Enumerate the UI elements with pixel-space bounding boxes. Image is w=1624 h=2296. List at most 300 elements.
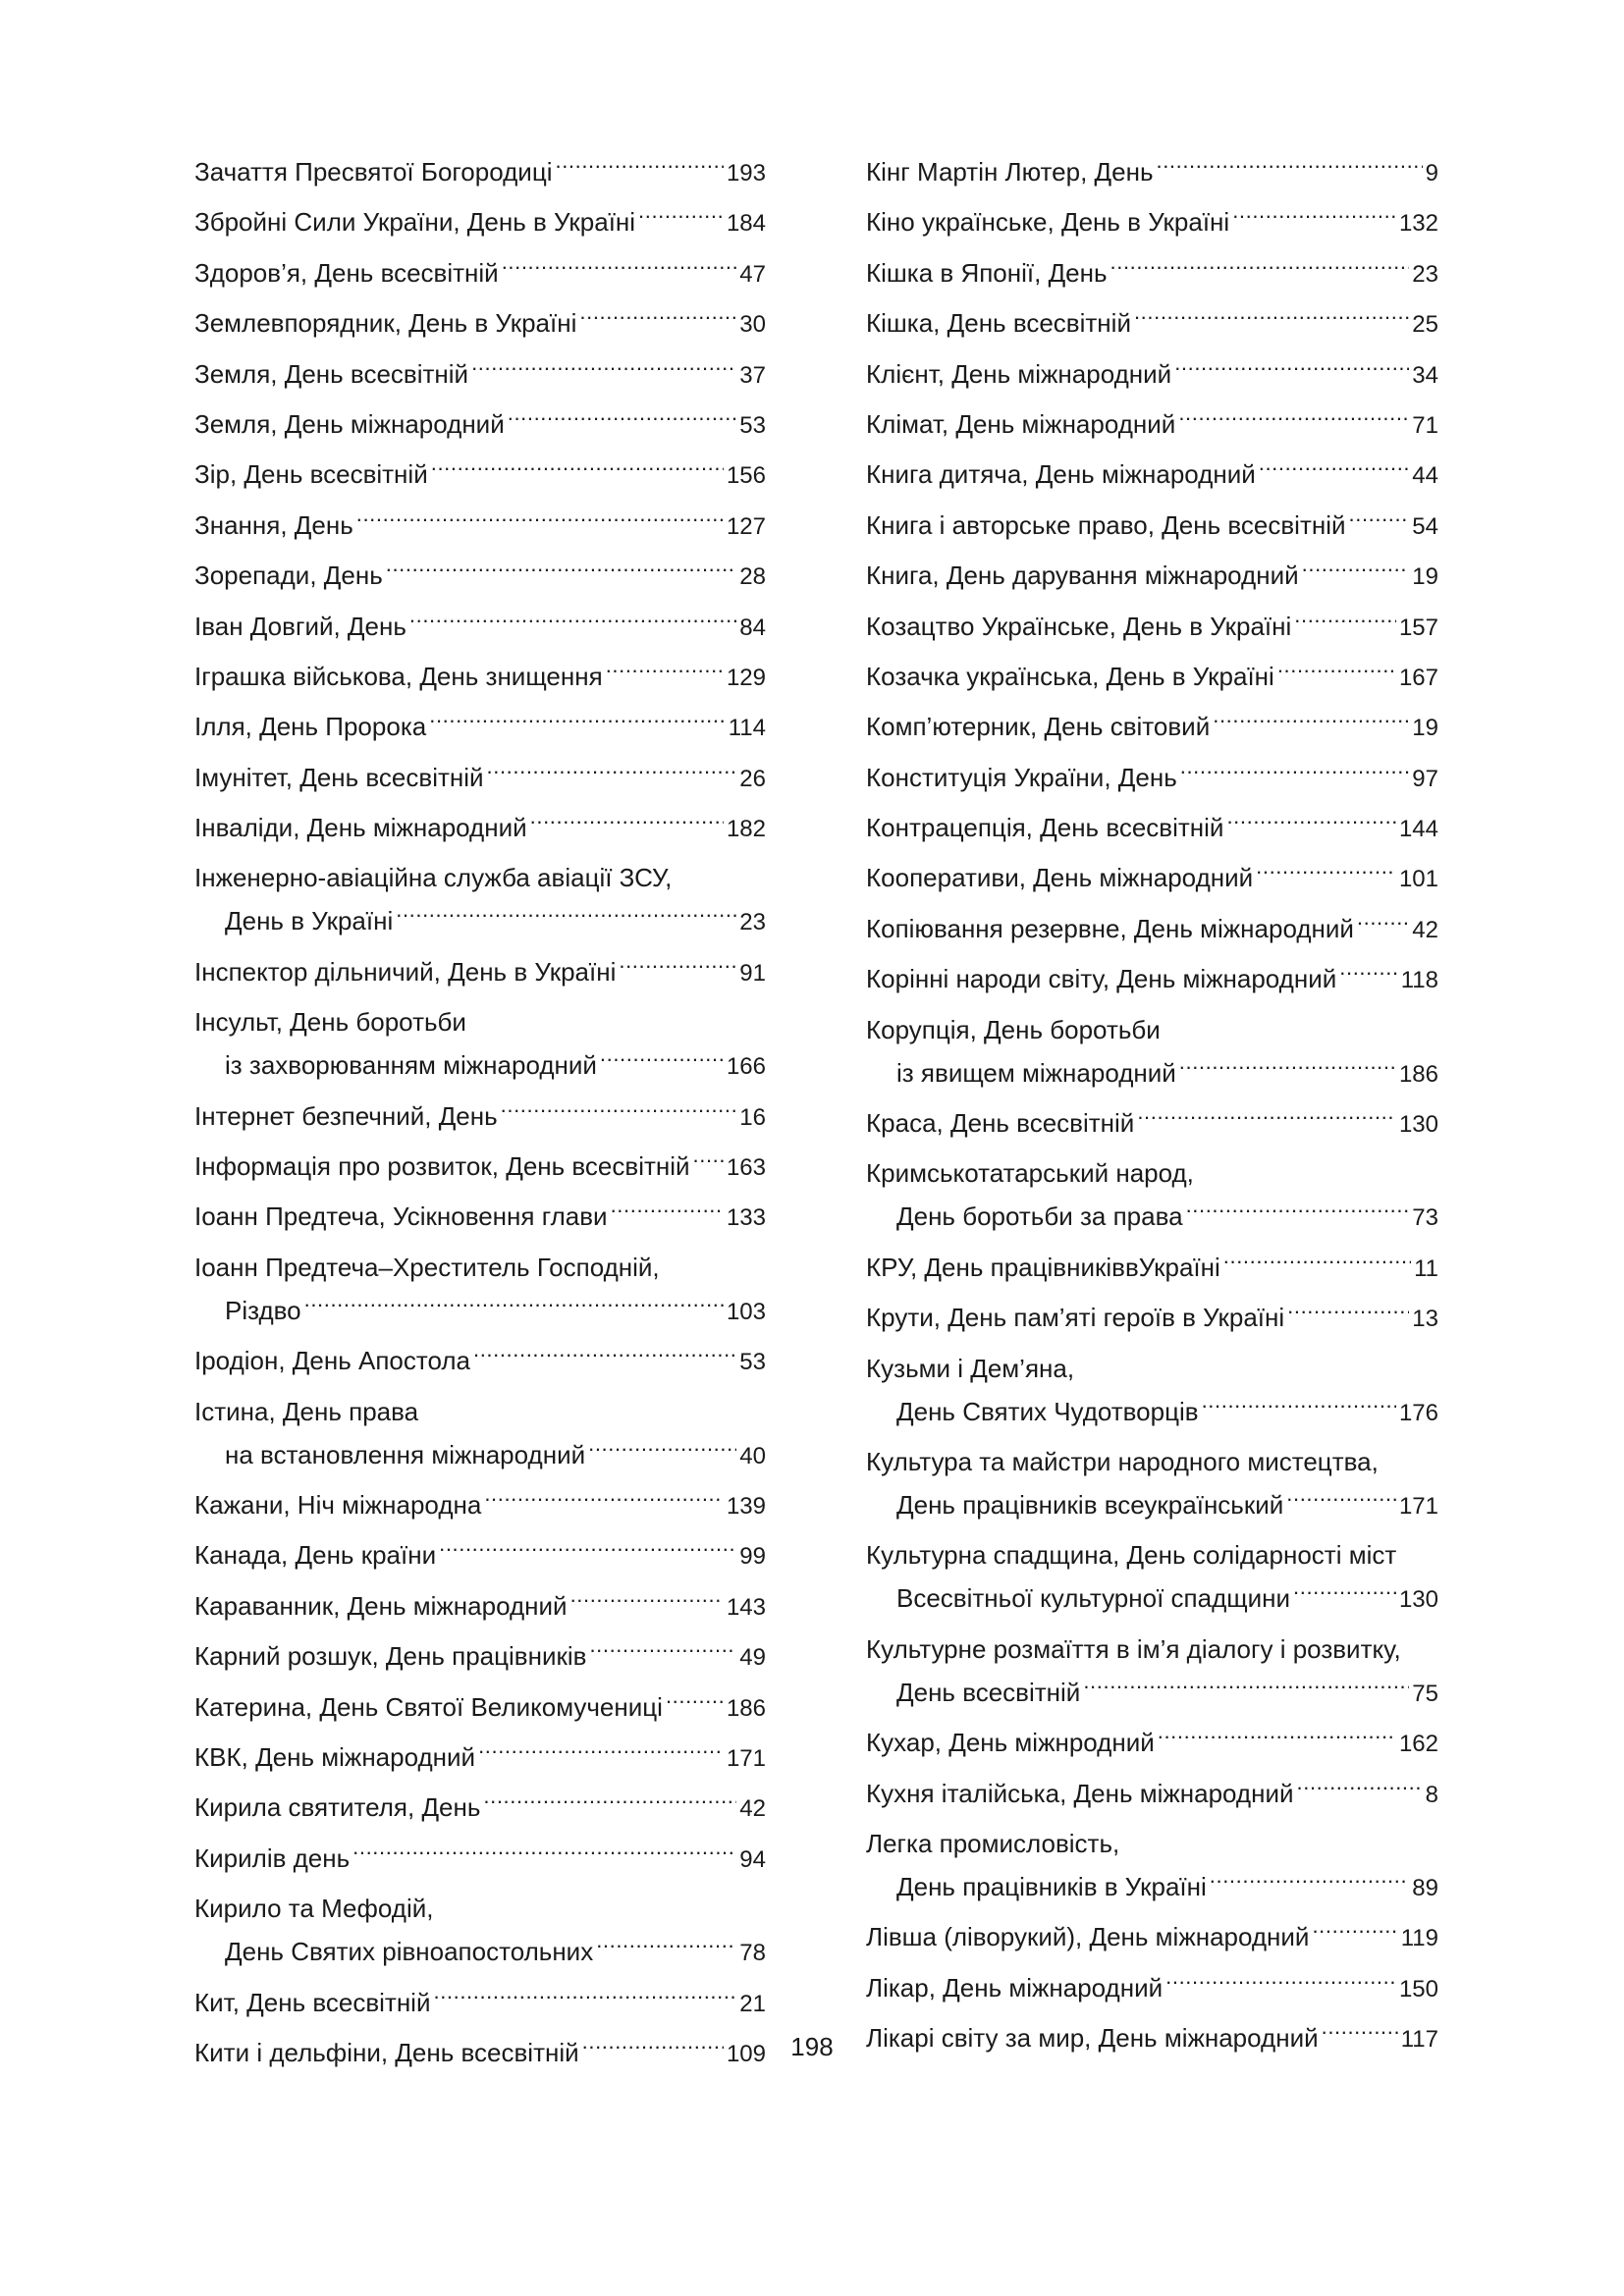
index-entry-page: 26 bbox=[739, 765, 766, 792]
index-entry bbox=[866, 1772, 1438, 1817]
index-entry-line bbox=[866, 1483, 1438, 1528]
dot-leader bbox=[1137, 1106, 1396, 1132]
index-entry-page: 184 bbox=[726, 210, 766, 238]
index-entry-line bbox=[194, 1095, 766, 1140]
dot-leader bbox=[555, 155, 723, 181]
dot-leader bbox=[429, 710, 726, 735]
dot-leader bbox=[1256, 861, 1396, 886]
index-entry-page: 171 bbox=[1398, 1492, 1438, 1520]
index-entry-heading: Культурна спадщина, День солідарності міст bbox=[866, 1540, 1397, 1571]
index-entry bbox=[866, 1966, 1438, 2011]
index-entry-page: 54 bbox=[1412, 512, 1438, 540]
dot-leader bbox=[1157, 155, 1423, 181]
dot-leader bbox=[396, 904, 736, 930]
index-entry-term: Комп’ютерник, День світовий bbox=[866, 712, 1211, 742]
index-entry-page: 101 bbox=[1398, 866, 1438, 893]
index-entry-page: 40 bbox=[739, 1442, 766, 1469]
dot-leader bbox=[666, 1690, 724, 1716]
index-entry bbox=[194, 1887, 766, 1975]
index-entry-line bbox=[866, 1246, 1438, 1291]
dot-leader bbox=[1158, 1726, 1396, 1751]
dot-leader bbox=[433, 1986, 736, 2011]
index-entry-line bbox=[866, 251, 1438, 296]
index-entry bbox=[866, 554, 1438, 599]
index-entry-term: Клімат, День міжнародний bbox=[866, 408, 1176, 439]
dot-leader bbox=[484, 1488, 724, 1514]
index-entry-page: 16 bbox=[739, 1103, 766, 1131]
index-entry-page: 25 bbox=[1412, 311, 1438, 339]
index-entry-line bbox=[194, 150, 766, 195]
index-entry-page: 37 bbox=[739, 361, 766, 389]
index-entry-term: Інваліди, День міжнародний bbox=[194, 813, 527, 843]
index-entry bbox=[194, 1145, 766, 1190]
index-entry-line bbox=[866, 1101, 1438, 1147]
index-entry-line bbox=[866, 957, 1438, 1002]
index-entry bbox=[194, 1685, 766, 1731]
dot-leader bbox=[600, 1048, 724, 1074]
index-entry-term: Кухар, День міжнродний bbox=[866, 1728, 1155, 1758]
index-entry-page: 94 bbox=[739, 1845, 766, 1873]
index-entry bbox=[866, 1822, 1438, 1910]
index-entry-page: 97 bbox=[1412, 765, 1438, 792]
index-entry bbox=[194, 1195, 766, 1240]
index-entry-term: Різдво bbox=[225, 1295, 301, 1325]
index-entry-heading: Кузьми і Дем’яна, bbox=[866, 1353, 1075, 1383]
index-entry bbox=[194, 1735, 766, 1781]
index-entry-page: 157 bbox=[1398, 614, 1438, 641]
index-entry-term: із явищем міжнародний bbox=[896, 1057, 1176, 1088]
index-entry-line bbox=[194, 950, 766, 995]
index-entry-term: День працівників в Україні bbox=[896, 1871, 1207, 1901]
index-entry-line bbox=[866, 301, 1438, 347]
index-entry bbox=[866, 605, 1438, 650]
index-entry bbox=[194, 251, 766, 296]
index-entry bbox=[194, 1000, 766, 1089]
index-entry-term: Крути, День пам’яті героїв в Україні bbox=[866, 1303, 1285, 1333]
index-entry-line bbox=[194, 1735, 766, 1781]
index-entry-line bbox=[194, 899, 766, 944]
index-entry-term: Карний розшук, День працівників bbox=[194, 1641, 587, 1672]
index-entry-heading: Інсульт, День боротьби bbox=[194, 1007, 466, 1038]
index-entry-line bbox=[194, 251, 766, 296]
index-entry-page: 133 bbox=[726, 1204, 766, 1232]
index-entry-page: 89 bbox=[1412, 1874, 1438, 1901]
index-entry-line bbox=[194, 1533, 766, 1578]
index-entry-line bbox=[866, 655, 1438, 700]
index-entry-line bbox=[866, 554, 1438, 599]
index-entry bbox=[194, 1786, 766, 1831]
index-entry-heading: Кримськотатарський народ, bbox=[866, 1158, 1194, 1189]
index-entry-line bbox=[866, 1195, 1438, 1240]
index-entry-line bbox=[866, 605, 1438, 650]
index-entry-page: 73 bbox=[1412, 1204, 1438, 1232]
index-entry bbox=[194, 150, 766, 195]
index-entry-term: Інспектор дільничий, День в Україні bbox=[194, 956, 617, 987]
dot-leader bbox=[439, 1538, 736, 1564]
index-entry-page: 42 bbox=[739, 1795, 766, 1823]
index-entry bbox=[866, 1915, 1438, 1960]
index-entry-page: 23 bbox=[739, 909, 766, 936]
index-entry bbox=[866, 1628, 1438, 1716]
index-entry-page: 103 bbox=[726, 1298, 766, 1325]
index-entry-term: Канада, День країни bbox=[194, 1540, 437, 1571]
index-entry-page: 186 bbox=[1398, 1060, 1438, 1088]
index-entry-line bbox=[866, 806, 1438, 851]
index-entry-term: Книга, День дарування міжнародний bbox=[866, 561, 1299, 591]
index-entry-term: Кіно українське, День в Україні bbox=[866, 207, 1230, 238]
index-entry-term: Зір, День всесвітній bbox=[194, 459, 428, 490]
index-entry-term: Лівша (ліворукий), День міжнародний bbox=[866, 1922, 1310, 1952]
index-entry-line bbox=[866, 402, 1438, 448]
index-entry-line bbox=[194, 352, 766, 398]
index-entry bbox=[866, 251, 1438, 296]
dot-leader bbox=[1297, 1777, 1423, 1802]
index-entry-term: із захворюванням міжнародний bbox=[225, 1050, 597, 1081]
index-entry bbox=[866, 957, 1438, 1002]
index-entry bbox=[866, 200, 1438, 245]
index-entry-heading: Істина, День права bbox=[194, 1396, 419, 1426]
dot-leader bbox=[1349, 508, 1410, 534]
dot-leader bbox=[352, 1842, 736, 1867]
index-entry-page: 28 bbox=[739, 563, 766, 591]
index-entry-page: 19 bbox=[1412, 715, 1438, 742]
index-entry-page: 130 bbox=[1398, 1111, 1438, 1139]
index-entry-term: Іван Довгий, День bbox=[194, 611, 406, 641]
dot-leader bbox=[1287, 1301, 1409, 1326]
dot-leader bbox=[304, 1294, 724, 1319]
index-entry-page: 75 bbox=[1412, 1680, 1438, 1707]
index-entry bbox=[866, 301, 1438, 347]
index-entry-page: 42 bbox=[1412, 916, 1438, 943]
index-entry-line bbox=[866, 1051, 1438, 1096]
index-entry-line bbox=[194, 756, 766, 801]
dot-leader bbox=[1312, 1920, 1397, 1946]
index-entry-line bbox=[194, 301, 766, 347]
index-entry bbox=[866, 352, 1438, 398]
index-entry-term: Землевпорядник, День в Україні bbox=[194, 308, 577, 339]
index-entry-heading: Легка промисловість, bbox=[866, 1828, 1120, 1858]
index-entry bbox=[194, 655, 766, 700]
dot-leader bbox=[1202, 1395, 1396, 1420]
index-entry-page: 130 bbox=[1398, 1586, 1438, 1614]
index-entry bbox=[194, 756, 766, 801]
index-entry-page: 23 bbox=[1412, 260, 1438, 288]
index-entry bbox=[866, 1101, 1438, 1147]
dot-leader bbox=[1293, 1581, 1396, 1607]
dot-leader bbox=[409, 610, 736, 635]
index-entry-term: КРУ, День працівниківвУкраїні bbox=[866, 1252, 1220, 1282]
dot-leader bbox=[1210, 1870, 1410, 1896]
index-entry-page: 156 bbox=[726, 462, 766, 490]
index-entry-page: 49 bbox=[739, 1644, 766, 1672]
dot-leader bbox=[483, 1790, 736, 1816]
index-entry-page: 34 bbox=[1412, 361, 1438, 389]
dot-leader bbox=[1213, 710, 1409, 735]
index-entry-term: Кооперативи, День міжнародний bbox=[866, 863, 1254, 893]
index-entry-term: Книга і авторське право, День всесвітній bbox=[866, 509, 1346, 540]
index-entry-line bbox=[194, 200, 766, 245]
index-entry bbox=[194, 1981, 766, 2026]
dot-leader bbox=[1178, 407, 1409, 433]
index-entry bbox=[194, 301, 766, 347]
index-entry-line bbox=[866, 200, 1438, 245]
index-entry-page: 132 bbox=[1398, 210, 1438, 238]
dot-leader bbox=[606, 660, 724, 685]
index-entry-page: 167 bbox=[1398, 664, 1438, 691]
index-entry-line bbox=[194, 1837, 766, 1882]
index-entry-term: Ілля, День Пророка bbox=[194, 712, 427, 742]
dot-leader bbox=[638, 205, 724, 231]
index-entry-line bbox=[866, 1772, 1438, 1817]
index-entry-page: 119 bbox=[1400, 1925, 1438, 1952]
index-entry-term: Козацтво Українське, День в Україні bbox=[866, 611, 1292, 641]
index-entry-heading: Корупція, День боротьби bbox=[866, 1014, 1161, 1044]
index-entry-line bbox=[194, 705, 766, 750]
dot-leader bbox=[386, 559, 737, 584]
index-entry-page: 127 bbox=[726, 512, 766, 540]
index-entry bbox=[866, 453, 1438, 498]
dot-leader bbox=[1134, 306, 1409, 332]
index-entry-term: Зачаття Пресвятої Богородиці bbox=[194, 157, 553, 187]
index-entry bbox=[194, 1246, 766, 1334]
index-entry-line bbox=[866, 1296, 1438, 1341]
index-entry-term: Кирила святителя, День bbox=[194, 1792, 481, 1823]
index-entry-page: 143 bbox=[726, 1593, 766, 1621]
index-entry-heading: Культура та майстри народного мистецтва, bbox=[866, 1446, 1379, 1476]
index-entry-term: Інтернет безпечний, День bbox=[194, 1100, 498, 1131]
dot-leader bbox=[596, 1935, 736, 1960]
index-entry-page: 109 bbox=[726, 2040, 766, 2067]
index-entry bbox=[194, 1584, 766, 1629]
index-entry-page: 47 bbox=[739, 260, 766, 288]
index-entry bbox=[194, 1390, 766, 1478]
dot-leader bbox=[530, 811, 724, 836]
dot-leader bbox=[1286, 1488, 1396, 1514]
index-entry bbox=[866, 1440, 1438, 1528]
index-entry bbox=[194, 1339, 766, 1384]
page-number: 198 bbox=[790, 2032, 834, 2061]
index-entry-line bbox=[866, 1576, 1438, 1622]
index-entry-heading: Інженерно-авіаційна служба авіації ЗСУ, bbox=[194, 863, 673, 893]
index-entry-term: День всесвітній bbox=[896, 1677, 1081, 1707]
dot-leader bbox=[1226, 811, 1395, 836]
dot-leader bbox=[502, 256, 737, 282]
index-entry-line bbox=[866, 1966, 1438, 2011]
index-entry bbox=[194, 705, 766, 750]
index-entry-line bbox=[194, 1786, 766, 1831]
index-entry-term: КВК, День міжнародний bbox=[194, 1741, 476, 1772]
index-entry bbox=[866, 504, 1438, 549]
index-entry-term: Катерина, День Святої Великомучениці bbox=[194, 1691, 663, 1722]
index-entry-term: Кішка, День всесвітній bbox=[866, 308, 1131, 339]
index-entry-page: 193 bbox=[726, 160, 766, 187]
index-entry bbox=[194, 200, 766, 245]
index-entry-term: Земля, День всесвітній bbox=[194, 358, 469, 389]
index-entry-term: Збройні Сили України, День в Україні bbox=[194, 207, 636, 238]
index-entry-term: День в Україні bbox=[225, 906, 394, 936]
dot-leader bbox=[693, 1149, 724, 1175]
index-entry bbox=[866, 1533, 1438, 1622]
index-entry-line bbox=[866, 150, 1438, 195]
index-entry bbox=[194, 504, 766, 549]
index-entry-term: Кит, День всесвітній bbox=[194, 1987, 431, 2017]
dot-leader bbox=[570, 1589, 724, 1615]
index-entry bbox=[194, 402, 766, 448]
dot-leader bbox=[1180, 761, 1410, 786]
index-entry-heading: Кирило та Мефодій, bbox=[194, 1894, 434, 1924]
index-entry-term: Кити і дельфіни, День всесвітній bbox=[194, 2037, 579, 2067]
index-entry-line bbox=[194, 655, 766, 700]
index-entry bbox=[194, 1837, 766, 1882]
index-entry-term: День Святих рівноапостольних bbox=[225, 1937, 594, 1967]
index-entry-page: 19 bbox=[1412, 563, 1438, 591]
index-entry-page: 150 bbox=[1398, 1975, 1438, 2002]
index-entry-term: Іродіон, День Апостола bbox=[194, 1346, 470, 1376]
index-entry-page: 162 bbox=[1398, 1731, 1438, 1758]
index-entry-line bbox=[194, 1685, 766, 1731]
index-entry-line bbox=[194, 402, 766, 448]
index-entry bbox=[866, 806, 1438, 851]
index-entry bbox=[866, 1721, 1438, 1766]
index-entry-line bbox=[866, 856, 1438, 901]
dot-leader bbox=[1165, 1971, 1396, 1997]
index-entry-line bbox=[194, 554, 766, 599]
dot-leader bbox=[589, 1639, 736, 1665]
dot-leader bbox=[588, 1438, 736, 1464]
index-entry bbox=[866, 856, 1438, 901]
index-entry-page: 30 bbox=[739, 311, 766, 339]
index-entry bbox=[866, 655, 1438, 700]
dot-leader bbox=[1294, 610, 1396, 635]
index-entry-page: 9 bbox=[1425, 160, 1438, 187]
index-entry-term: Зорепади, День bbox=[194, 561, 383, 591]
index-entry-page: 114 bbox=[728, 715, 766, 742]
index-entry-page: 171 bbox=[726, 1744, 766, 1772]
index-entry-line bbox=[194, 453, 766, 498]
dot-leader bbox=[431, 457, 724, 483]
index-entry-term: Корінні народи світу, День міжнародний bbox=[866, 964, 1337, 994]
index-entry bbox=[194, 1634, 766, 1680]
index-entry-term: на встановлення міжнародний bbox=[225, 1439, 586, 1469]
index-entry-page: 78 bbox=[739, 1940, 766, 1967]
dot-leader bbox=[1223, 1251, 1411, 1276]
index-entry-page: 118 bbox=[1400, 967, 1438, 994]
index-entry bbox=[194, 453, 766, 498]
dot-leader bbox=[1339, 962, 1397, 988]
index-entry-term: Іграшка військова, День знищення bbox=[194, 661, 603, 691]
index-entry-line bbox=[194, 1930, 766, 1975]
index-entry-term: День працівників всеукраїнський bbox=[896, 1489, 1284, 1520]
index-entry-line bbox=[866, 1671, 1438, 1716]
index-entry-term: Інформація про розвиток, День всесвітній bbox=[194, 1151, 690, 1182]
index-entry-page: 13 bbox=[1412, 1306, 1438, 1333]
index-entry-page: 182 bbox=[726, 816, 766, 843]
index-entry-page: 99 bbox=[739, 1543, 766, 1571]
index-entry-line bbox=[194, 504, 766, 549]
index-entry-page: 166 bbox=[726, 1053, 766, 1081]
index-entry-term: Краса, День всесвітній bbox=[866, 1108, 1135, 1139]
index-entry-term: Клієнт, День міжнародний bbox=[866, 358, 1172, 389]
index-entry bbox=[194, 352, 766, 398]
index-entry-term: Караванник, День міжнародний bbox=[194, 1590, 568, 1621]
index-entry-term: День боротьби за права bbox=[896, 1201, 1183, 1232]
dot-leader bbox=[1179, 1056, 1396, 1082]
index-entry bbox=[194, 806, 766, 851]
index-entry-line bbox=[194, 1433, 766, 1478]
index-entry-line bbox=[194, 1634, 766, 1680]
index-entry-page: 53 bbox=[739, 1349, 766, 1376]
dot-leader bbox=[579, 306, 736, 332]
index-entry bbox=[194, 1483, 766, 1528]
index-entry-term: Кирилів день bbox=[194, 1842, 351, 1873]
index-entry bbox=[866, 150, 1438, 195]
index-entry bbox=[866, 1151, 1438, 1240]
index-entry-page: 44 bbox=[1412, 462, 1438, 490]
index-entry-page: 139 bbox=[726, 1492, 766, 1520]
index-entry bbox=[866, 907, 1438, 952]
index-entry-line bbox=[866, 1915, 1438, 1960]
index-entry bbox=[194, 856, 766, 944]
dot-leader bbox=[1232, 205, 1396, 231]
index-entry-line bbox=[866, 1865, 1438, 1910]
index-entry-line bbox=[194, 1339, 766, 1384]
index-entry-heading: Іоанн Предтеча–Хреститель Господній, bbox=[194, 1252, 660, 1282]
index-entry-term: Лікар, День міжнародний bbox=[866, 1972, 1164, 2002]
index-entry-term: Іоанн Предтеча, Усікновення глави bbox=[194, 1201, 608, 1232]
index-entry-page: 53 bbox=[739, 411, 766, 439]
index-entry bbox=[866, 1296, 1438, 1341]
index-entry-page: 186 bbox=[726, 1694, 766, 1722]
dot-leader bbox=[471, 357, 736, 383]
dot-leader bbox=[1110, 256, 1410, 282]
index-entry bbox=[866, 756, 1438, 801]
index-entry-page: 91 bbox=[739, 959, 766, 987]
index-entry-term: Книга дитяча, День міжнародний bbox=[866, 459, 1256, 490]
index-entry bbox=[866, 1347, 1438, 1435]
dot-leader bbox=[508, 407, 737, 433]
index-entry-term: Кухня італійська, День міжнародний bbox=[866, 1778, 1294, 1808]
index-entry bbox=[866, 1008, 1438, 1096]
index-entry bbox=[194, 554, 766, 599]
index-entry-line bbox=[866, 504, 1438, 549]
index-entry-page: 8 bbox=[1425, 1781, 1438, 1808]
index-entry-line bbox=[866, 1390, 1438, 1435]
index-entry-line bbox=[866, 352, 1438, 398]
dot-leader bbox=[501, 1099, 737, 1125]
index-entry-line bbox=[866, 907, 1438, 952]
index-entry bbox=[194, 605, 766, 650]
dot-leader bbox=[1357, 912, 1409, 937]
index-entry-term: Всесвітньої культурної спадщини bbox=[896, 1583, 1291, 1614]
index-entry-line bbox=[866, 705, 1438, 750]
index-entry-term: Кінг Мартін Лютер, День bbox=[866, 157, 1154, 187]
index-entry-page: 21 bbox=[739, 1990, 766, 2017]
index-entry-term: Знання, День bbox=[194, 509, 353, 540]
index-entry-line bbox=[194, 1145, 766, 1190]
index-entry bbox=[194, 1533, 766, 1578]
index-entry bbox=[194, 1095, 766, 1140]
index-entry-term: Лікарі світу за мир, День міжнародний bbox=[866, 2023, 1319, 2054]
index-entry-line bbox=[194, 1584, 766, 1629]
index-entry-term: Козачка українська, День в Україні bbox=[866, 661, 1274, 691]
dot-leader bbox=[611, 1200, 724, 1225]
index-entry-term: День Святих Чудотворців bbox=[896, 1396, 1199, 1426]
index-entry-line bbox=[866, 453, 1438, 498]
index-entry-term: Імунітет, День всесвітній bbox=[194, 762, 484, 792]
index-entry bbox=[866, 402, 1438, 448]
dot-leader bbox=[1174, 357, 1409, 383]
index-entry-page: 84 bbox=[739, 614, 766, 641]
